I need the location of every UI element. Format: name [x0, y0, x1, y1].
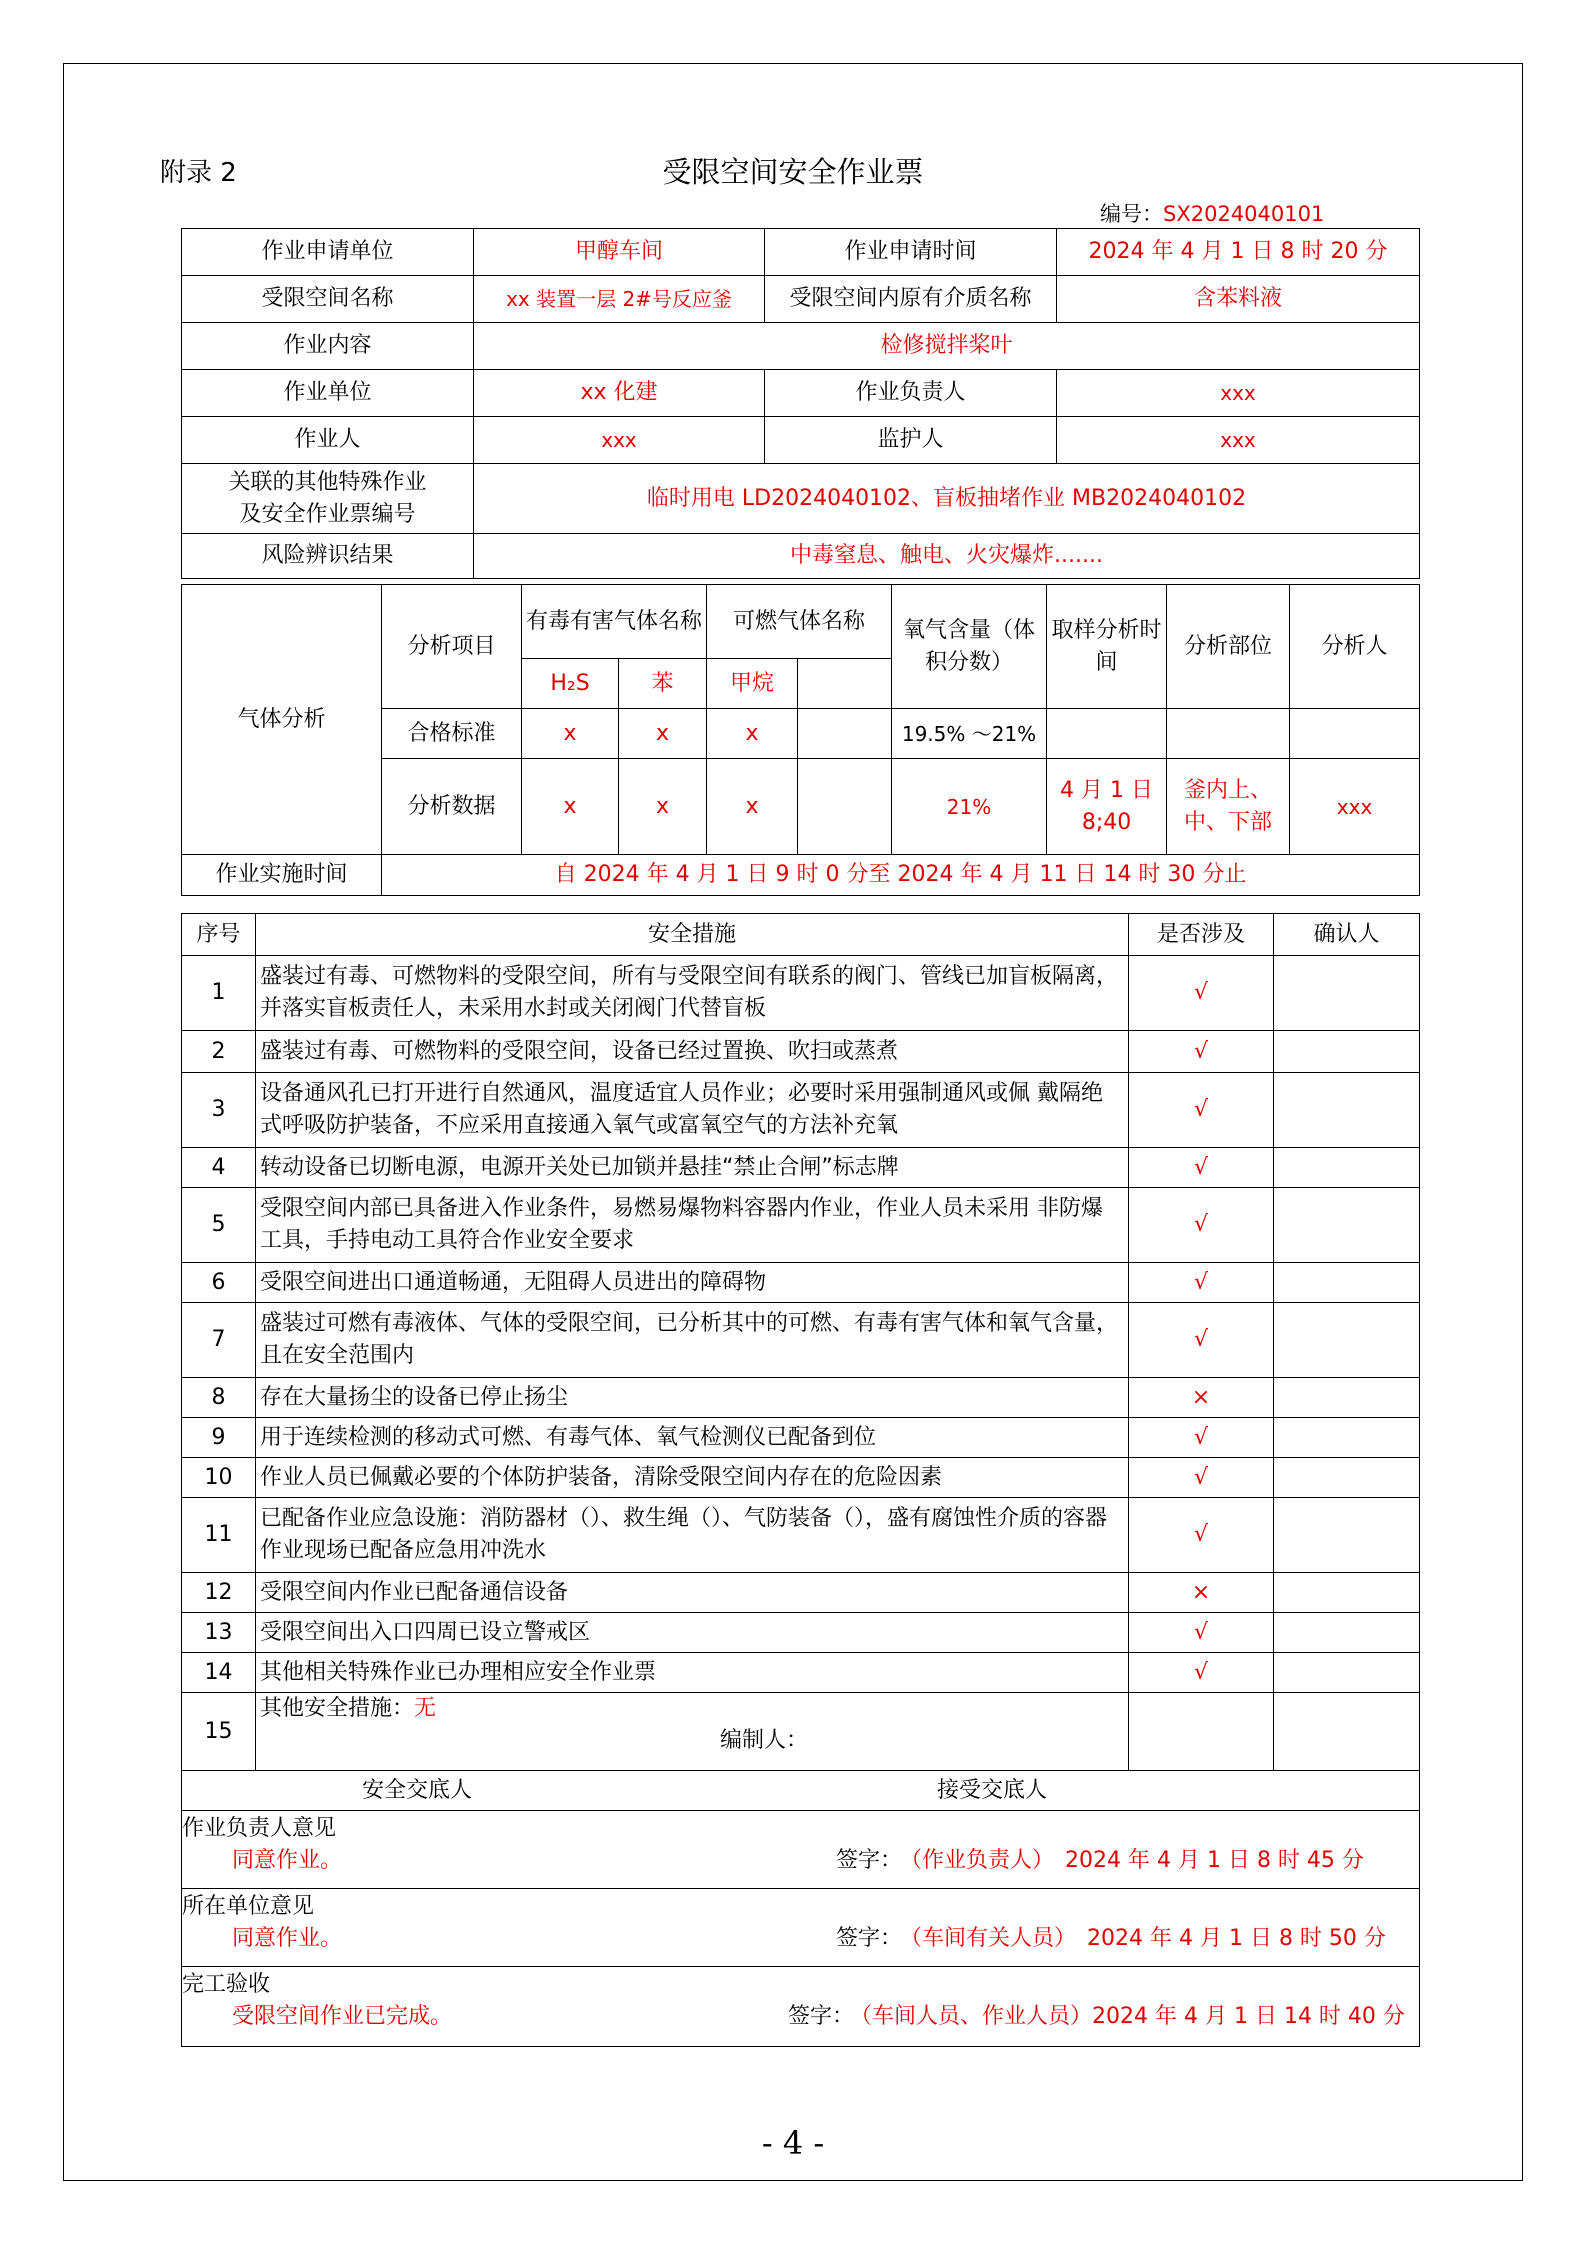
measure-row — [182, 1303, 1420, 1378]
unit-opinion-value: 同意作业。 — [232, 1926, 343, 1951]
leader-value: xxx — [1057, 370, 1420, 417]
involved-mark: × — [1129, 1573, 1274, 1613]
number-value: SX2024040101 — [1163, 202, 1325, 226]
leader-sign-label: 签字： — [836, 1848, 903, 1873]
measure-text: 受限空间内作业已配备通信设备 — [256, 1573, 1129, 1613]
row-no: 12 — [182, 1573, 256, 1613]
sample-time-header: 取样分析时间 — [1047, 585, 1167, 709]
std-position — [1167, 709, 1290, 759]
std-analyst — [1290, 709, 1420, 759]
data-oxygen: 21% — [892, 759, 1047, 855]
confirm-cell — [1274, 1031, 1420, 1073]
page-title: 受限空间安全作业票 — [662, 155, 924, 189]
measure-text: 盛装过有毒、可燃物料的受限空间，设备已经过置换、吹扫或蒸煮 — [256, 1031, 1129, 1073]
row-no: 3 — [182, 1073, 256, 1148]
row-no: 1 — [182, 956, 256, 1031]
gas-methane: 甲烷 — [707, 659, 798, 709]
measure-row — [182, 1188, 1420, 1263]
measure-row — [182, 1263, 1420, 1303]
worker-value: xxx — [474, 417, 765, 464]
acceptance-value: 受限空间作业已完成。 — [232, 2004, 453, 2029]
data-methane: x — [707, 759, 798, 855]
related-label — [182, 464, 474, 534]
confirm-cell — [1274, 1653, 1420, 1693]
row-risk — [182, 534, 1420, 579]
apply-unit-label: 作业申请单位 — [182, 229, 474, 276]
row-no: 5 — [182, 1188, 256, 1263]
confirm-cell — [1274, 956, 1420, 1031]
info-table — [181, 228, 1420, 579]
involved-mark: √ — [1129, 1073, 1274, 1148]
gas-empty — [798, 659, 892, 709]
row-no: 2 — [182, 1031, 256, 1073]
measure-text: 受限空间出入口四周已设立警戒区 — [256, 1613, 1129, 1653]
confirm-cell — [1274, 1188, 1420, 1263]
involved-mark: √ — [1129, 1148, 1274, 1188]
unit-sign-value: （车间有关人员） 2024 年 4 月 1 日 8 时 50 分 — [900, 1926, 1386, 1951]
gas-analysis-table — [181, 584, 1420, 896]
measure-text: 已配备作业应急设施：消防器材（）、救生绳（）、气防装备（），盛有腐蚀性介质的容器作业现场已配备应急用冲洗水 — [256, 1498, 1129, 1573]
leader-opinion-row — [182, 1811, 1420, 1889]
other-measures-value: 无 — [414, 1696, 437, 1721]
confirm-cell — [1274, 1498, 1420, 1573]
measures-header-row — [182, 914, 1420, 956]
measure-row — [182, 1613, 1420, 1653]
measure-text: 转动设备已切断电源，电源开关处已加锁并悬挂“禁止合闸”标志牌 — [256, 1148, 1129, 1188]
data-label: 分析数据 — [382, 759, 522, 855]
gas-benzene: 苯 — [619, 659, 707, 709]
number-label: 编号： — [1100, 202, 1163, 226]
related-label-line-1: 关联的其他特殊作业 — [228, 469, 427, 495]
involved-mark: √ — [1129, 1458, 1274, 1498]
measure-row-other — [182, 1693, 1420, 1771]
content-label: 作业内容 — [182, 323, 474, 370]
measure-text: 作业人员已佩戴必要的个体防护装备，清除受限空间内存在的危险因素 — [256, 1458, 1129, 1498]
involved-mark: √ — [1129, 1498, 1274, 1573]
std-time — [1047, 709, 1167, 759]
apply-time-value: 2024 年 4 月 1 日 8 时 20 分 — [1057, 229, 1420, 276]
measure-text: 用于连续检测的移动式可燃、有毒气体、氧气检测仪已配备到位 — [256, 1418, 1129, 1458]
related-label-line-2: 及安全作业票编号 — [239, 501, 416, 527]
col-no: 序号 — [182, 914, 256, 956]
measure-text: 设备通风孔已打开进行自然通风，温度适宜人员作业；必要时采用强制通风或佩 戴隔绝式呼吸防护装备，不应采用直接通入氧气或富氧空气的方法补充氧 — [256, 1073, 1129, 1148]
row-no: 15 — [182, 1693, 256, 1771]
measure-text: 受限空间内部已具备进入作业条件，易燃易爆物料容器内作业，作业人员未采用 非防爆工具，手持电动工具符合作业安全要求 — [256, 1188, 1129, 1263]
handover-cell — [182, 1771, 1420, 1811]
toxic-gas-header: 有毒有害气体名称 — [522, 585, 707, 659]
analyst-header: 分析人 — [1290, 585, 1420, 709]
involved-mark: × — [1129, 1378, 1274, 1418]
col-measure: 安全措施 — [256, 914, 1129, 956]
row-no: 10 — [182, 1458, 256, 1498]
measure-row — [182, 1418, 1420, 1458]
measure-row — [182, 1498, 1420, 1573]
guardian-value: xxx — [1057, 417, 1420, 464]
analysis-item-label: 分析项目 — [382, 585, 522, 709]
other-measures-label: 其他安全措施： — [260, 1696, 415, 1721]
leader-label: 作业负责人 — [765, 370, 1057, 417]
appendix-label: 附录 2 — [160, 158, 237, 188]
measure-rows — [182, 956, 1420, 1693]
acceptance-sign-value: （车间人员、作业人员）2024 年 4 月 1 日 14 时 40 分 — [850, 2004, 1405, 2029]
row-no: 9 — [182, 1418, 256, 1458]
measure-text: 盛装过可燃有毒液体、气体的受限空间，已分析其中的可燃、有毒有害气体和氧气含量，且在安全范围内 — [256, 1303, 1129, 1378]
involved-mark: √ — [1129, 1613, 1274, 1653]
confirm-cell — [1274, 1148, 1420, 1188]
confirm-cell — [1274, 1613, 1420, 1653]
std-methane: x — [707, 709, 798, 759]
col-involved: 是否涉及 — [1129, 914, 1274, 956]
std-oxygen: 19.5% ～21% — [892, 709, 1047, 759]
involved-mark: √ — [1129, 1418, 1274, 1458]
combustible-gas-header: 可燃气体名称 — [707, 585, 892, 659]
confirm-cell — [1274, 1418, 1420, 1458]
data-empty — [798, 759, 892, 855]
row-no: 4 — [182, 1148, 256, 1188]
page-number: - 4 - — [761, 2124, 825, 2162]
row-work-unit — [182, 370, 1420, 417]
row-no: 11 — [182, 1498, 256, 1573]
apply-unit-value: 甲醇车间 — [474, 229, 765, 276]
guardian-label: 监护人 — [765, 417, 1057, 464]
row-no: 7 — [182, 1303, 256, 1378]
space-name-value: xx 装置一层 2#号反应釜 — [474, 276, 765, 323]
measure-row — [182, 1458, 1420, 1498]
work-unit-label: 作业单位 — [182, 370, 474, 417]
impl-time-row — [182, 855, 1420, 896]
measure-row — [182, 1378, 1420, 1418]
measure-text: 受限空间进出口通道畅通，无阻碍人员进出的障碍物 — [256, 1263, 1129, 1303]
confirm-cell — [1274, 1303, 1420, 1378]
row-apply — [182, 229, 1420, 276]
medium-value: 含苯料液 — [1057, 276, 1420, 323]
confirm-cell — [1274, 1378, 1420, 1418]
measures-table — [181, 913, 1420, 2047]
involved-mark: √ — [1129, 1031, 1274, 1073]
handover-row — [182, 1771, 1420, 1811]
measure-row — [182, 1148, 1420, 1188]
row-no: 8 — [182, 1378, 256, 1418]
impl-time-value: 自 2024 年 4 月 1 日 9 时 0 分至 2024 年 4 月 11 日 14 时 30 分止 — [382, 855, 1420, 896]
row-no: 6 — [182, 1263, 256, 1303]
risk-value: 中毒窒息、触电、火灾爆炸....... — [474, 534, 1420, 579]
acceptance-cell — [182, 1967, 1420, 2047]
involved-mark: √ — [1129, 1263, 1274, 1303]
data-analyst: xxx — [1290, 759, 1420, 855]
col-confirm: 确认人 — [1274, 914, 1420, 956]
acceptance-label: 完工验收 — [182, 1972, 271, 1997]
acceptance-row — [182, 1967, 1420, 2047]
data-benzene: x — [619, 759, 707, 855]
document-number — [1100, 198, 1324, 228]
gas-h2s: H₂S — [522, 659, 619, 709]
related-value: 临时用电 LD2024040102、盲板抽堵作业 MB2024040102 — [474, 464, 1420, 534]
compiler-label: 编制人： — [720, 1728, 809, 1753]
measure-row — [182, 956, 1420, 1031]
oxygen-header: 氧气含量（体积分数） — [892, 585, 1047, 709]
leader-opinion-cell — [182, 1811, 1420, 1889]
work-unit-value: xx 化建 — [474, 370, 765, 417]
measure-row — [182, 1653, 1420, 1693]
row-no: 13 — [182, 1613, 256, 1653]
gas-analysis-label: 气体分析 — [182, 585, 382, 855]
medium-label: 受限空间内原有介质名称 — [765, 276, 1057, 323]
confirm-cell — [1274, 1263, 1420, 1303]
measure-row — [182, 1073, 1420, 1148]
std-empty — [798, 709, 892, 759]
row-space — [182, 276, 1420, 323]
confirm-cell — [1274, 1573, 1420, 1613]
involved-mark: √ — [1129, 956, 1274, 1031]
standard-label: 合格标准 — [382, 709, 522, 759]
receiver-label: 接受交底人 — [936, 1777, 1047, 1803]
content-value: 检修搅拌桨叶 — [474, 323, 1420, 370]
handover-label: 安全交底人 — [361, 1777, 472, 1803]
data-h2s: x — [522, 759, 619, 855]
other-confirm — [1274, 1693, 1420, 1771]
other-involved — [1129, 1693, 1274, 1771]
leader-sign-value: （作业负责人） 2024 年 4 月 1 日 8 时 45 分 — [900, 1848, 1364, 1873]
measure-row — [182, 1031, 1420, 1073]
other-measures-cell — [256, 1693, 1129, 1771]
acceptance-sign-label: 签字： — [788, 2004, 855, 2029]
row-content — [182, 323, 1420, 370]
confirm-cell — [1274, 1073, 1420, 1148]
involved-mark: √ — [1129, 1303, 1274, 1378]
involved-mark: √ — [1129, 1188, 1274, 1263]
involved-mark: √ — [1129, 1653, 1274, 1693]
position-header: 分析部位 — [1167, 585, 1290, 709]
unit-sign-label: 签字： — [836, 1926, 903, 1951]
unit-opinion-label: 所在单位意见 — [182, 1894, 315, 1919]
unit-opinion-cell — [182, 1889, 1420, 1967]
measure-text: 存在大量扬尘的设备已停止扬尘 — [256, 1378, 1129, 1418]
gas-header-row — [182, 585, 1420, 659]
leader-opinion-value: 同意作业。 — [232, 1848, 343, 1873]
impl-time-label: 作业实施时间 — [182, 855, 382, 896]
measure-row — [182, 1573, 1420, 1613]
unit-opinion-row — [182, 1889, 1420, 1967]
std-benzene: x — [619, 709, 707, 759]
std-h2s: x — [522, 709, 619, 759]
row-no: 14 — [182, 1653, 256, 1693]
data-position: 釜内上、中、下部 — [1167, 759, 1290, 855]
confirm-cell — [1274, 1458, 1420, 1498]
measure-text: 盛装过有毒、可燃物料的受限空间，所有与受限空间有联系的阀门、管线已加盲板隔离，并落实盲板责任人，未采用水封或关闭阀门代替盲板 — [256, 956, 1129, 1031]
risk-label: 风险辨识结果 — [182, 534, 474, 579]
leader-opinion-label: 作业负责人意见 — [182, 1816, 337, 1841]
row-worker — [182, 417, 1420, 464]
row-related — [182, 464, 1420, 534]
space-name-label: 受限空间名称 — [182, 276, 474, 323]
apply-time-label: 作业申请时间 — [765, 229, 1057, 276]
data-time: 4 月 1 日 8;40 — [1047, 759, 1167, 855]
measure-text: 其他相关特殊作业已办理相应安全作业票 — [256, 1653, 1129, 1693]
worker-label: 作业人 — [182, 417, 474, 464]
